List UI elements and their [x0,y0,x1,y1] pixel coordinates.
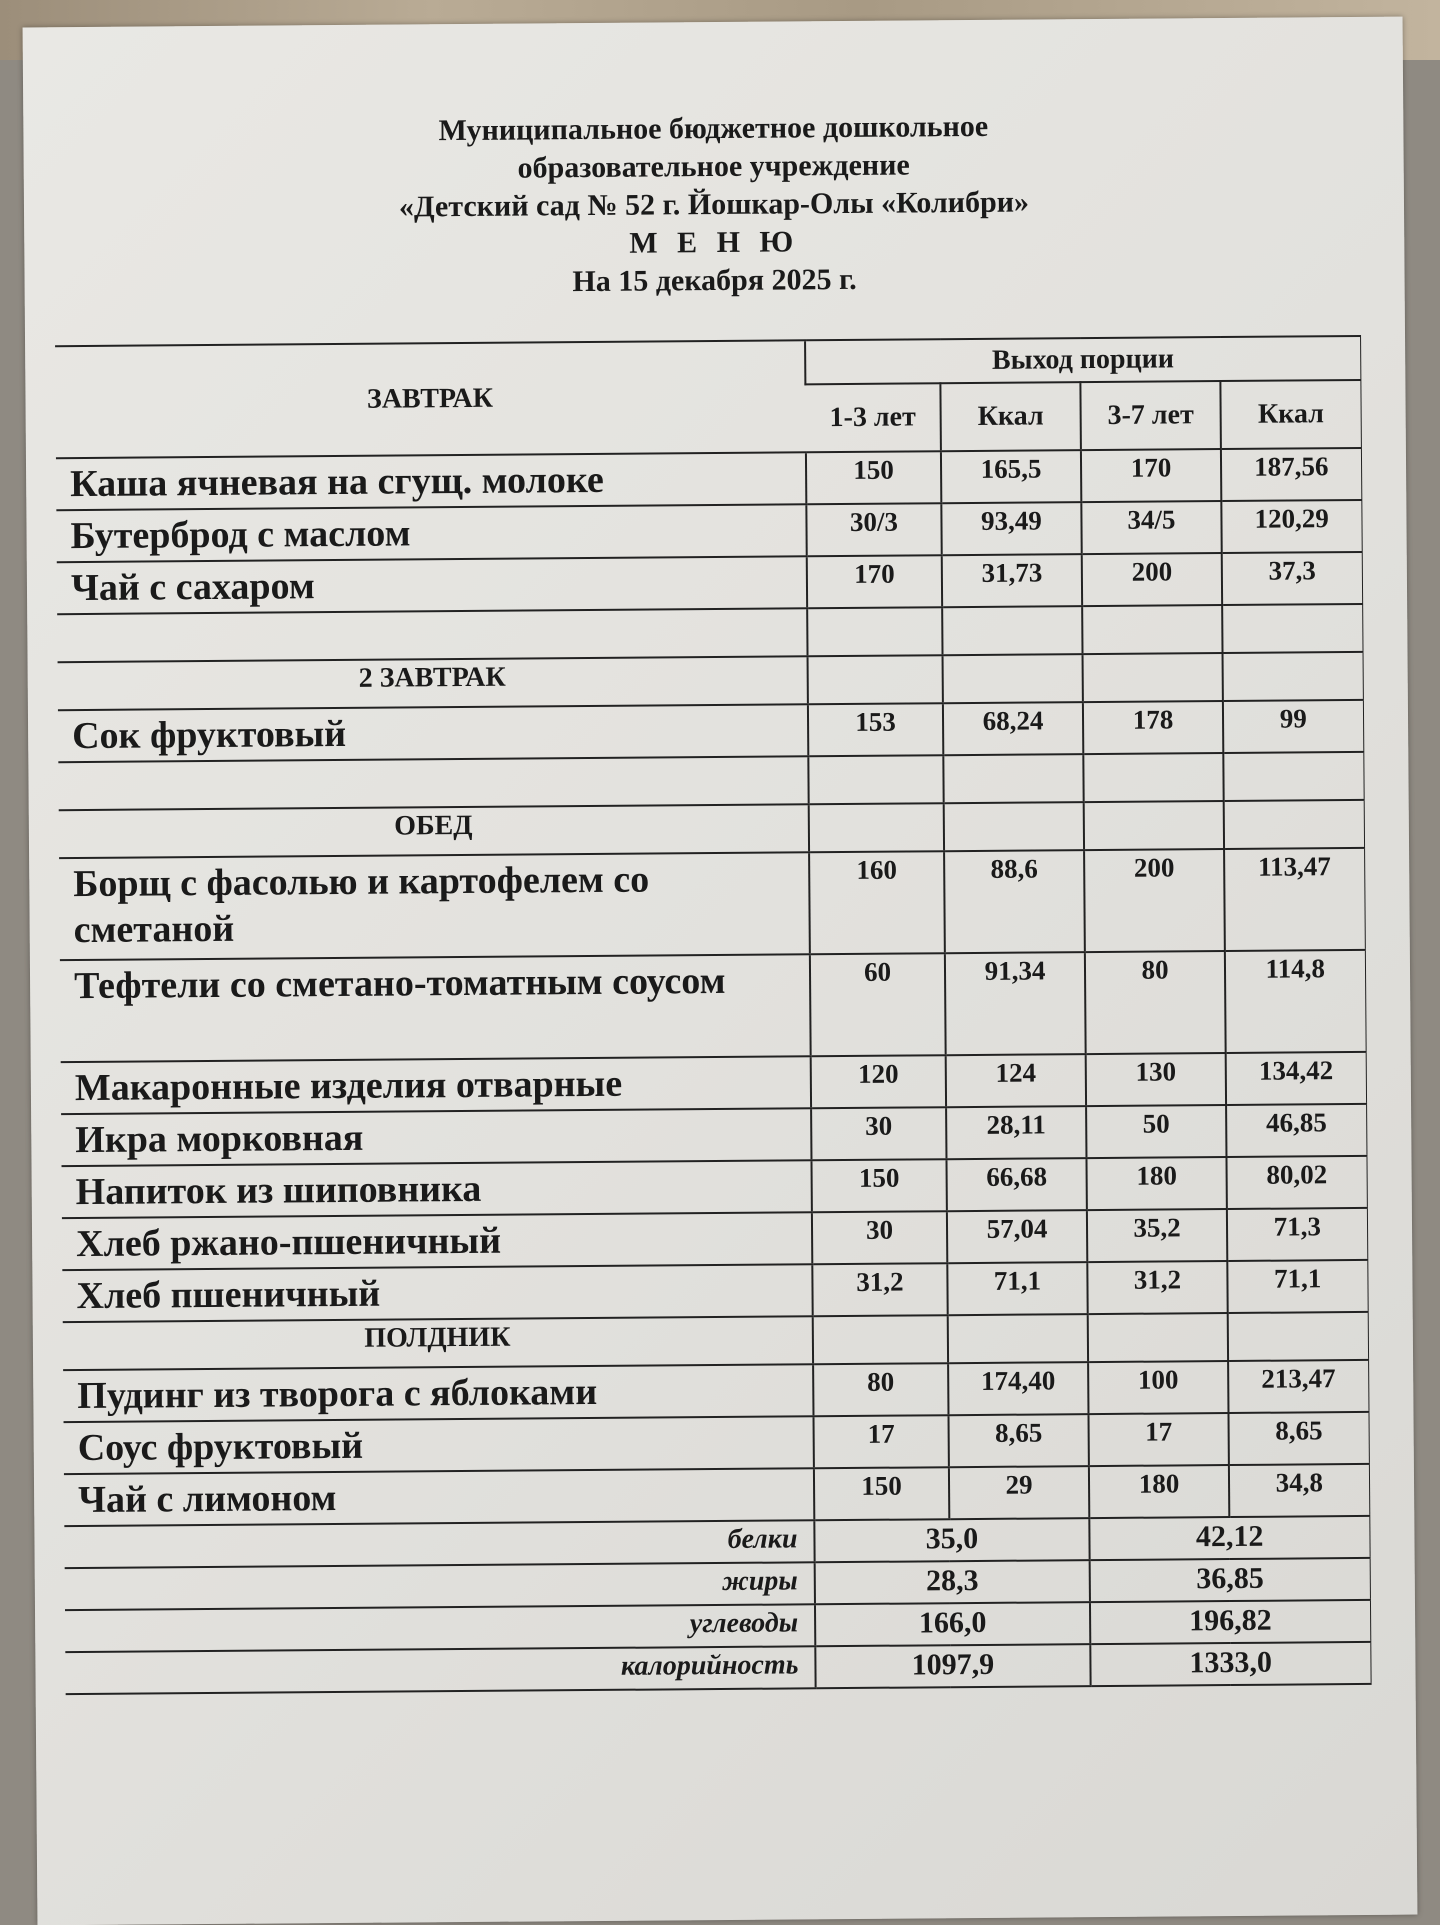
kcal-3-7: 120,29 [1221,500,1361,553]
totals-label: белки [64,1520,814,1568]
portion-1-3: 153 [808,703,943,756]
portion-1-3: 17 [814,1415,949,1468]
empty-cell [1082,605,1222,654]
portion-3-7: 180 [1086,1157,1226,1210]
portion-3-7: 17 [1088,1413,1228,1466]
kcal-3-7: 114,8 [1225,950,1366,1053]
portion-3-7: 35,2 [1087,1209,1227,1262]
kcal-1-3: 66,68 [946,1158,1086,1211]
kcal-1-3: 88,6 [944,850,1085,953]
kcal-3-7: 113,47 [1224,848,1365,951]
portion-1-3: 170 [807,555,942,608]
dish-name: Макаронные изделия отварные [61,1056,811,1114]
portion-1-3: 31,2 [812,1263,947,1316]
institution-line-1: Муниципальное бюджетное дошкольное [438,109,989,148]
portion-1-3: 150 [811,1159,946,1212]
portion-1-3: 150 [814,1467,949,1520]
empty-cell [948,1314,1088,1363]
kcal-1-3: 68,24 [943,702,1083,755]
kcal-1-3: 28,11 [946,1106,1086,1159]
empty-cell [1223,652,1363,701]
empty-cell [57,608,807,662]
col-kcal-1: Ккал [940,382,1081,451]
portion-3-7: 31,2 [1087,1261,1227,1314]
totals-value-1-3: 28,3 [815,1560,1090,1604]
totals-row [65,1642,1370,1694]
dish-name: Чай с сахаром [57,556,807,614]
portion-3-7: 130 [1086,1053,1226,1106]
menu-title: М Е Н Ю [629,225,800,260]
kcal-3-7: 71,3 [1227,1208,1367,1261]
empty-cell [1222,604,1362,653]
empty-cell [808,655,943,704]
portion-3-7: 200 [1084,849,1225,952]
totals-label: калорийность [65,1646,815,1694]
portion-3-7: 34/5 [1081,501,1221,554]
kcal-3-7: 134,42 [1226,1052,1366,1105]
portion-1-3: 120 [811,1055,946,1108]
menu-sheet [23,17,1418,1925]
table-row [59,848,1365,960]
dish-name: Тефтели со сметано-томатным соусом [60,954,811,1062]
portion-1-3: 80 [813,1363,948,1416]
portion-3-7: 178 [1083,701,1223,754]
col-kcal-2: Ккал [1220,380,1361,449]
kcal-1-3: 29 [949,1466,1089,1519]
institution-line-2: образовательное учреждение [517,148,910,185]
col-age-3-7: 3-7 лет [1080,381,1221,450]
section-lunch: ОБЕД [59,804,809,858]
dish-name: Икра морковная [61,1108,811,1166]
kcal-1-3: 93,49 [941,502,1081,555]
empty-cell [58,756,808,810]
menu-table [55,335,1371,1695]
totals-value-1-3: 166,0 [815,1602,1090,1646]
kcal-3-7: 46,85 [1226,1104,1366,1157]
empty-cell [809,803,944,852]
portion-3-7: 180 [1089,1465,1229,1518]
kcal-3-7: 80,02 [1226,1156,1366,1209]
portion-3-7: 200 [1082,553,1222,606]
totals-label: жиры [65,1562,815,1610]
totals-label: углеводы [65,1604,815,1652]
portion-3-7: 80 [1085,951,1226,1054]
kcal-3-7: 213,47 [1228,1360,1368,1413]
portion-3-7: 170 [1081,449,1221,502]
empty-cell [1228,1312,1368,1361]
institution-line-3: «Детский сад № 52 г. Йошкар-Олы «Колибри» [398,185,1030,224]
empty-cell [1224,800,1364,849]
dish-name: Борщ с фасолью и картофелем со сметаной [59,852,810,960]
empty-cell [1084,801,1224,850]
dish-name: Хлеб пшеничный [62,1264,812,1322]
totals-value-3-7: 42,12 [1089,1516,1369,1560]
empty-cell [1083,653,1223,702]
empty-cell [944,802,1084,851]
totals-value-3-7: 36,85 [1090,1558,1370,1602]
kcal-1-3: 8,65 [948,1414,1088,1467]
portion-3-7: 100 [1088,1361,1228,1414]
empty-cell [1088,1313,1228,1362]
empty-cell [1083,753,1223,802]
menu-date: На 15 декабря 2025 г. [572,262,857,299]
section-snack: ПОЛДНИК [63,1316,813,1370]
portion-header: Выход порции [805,336,1360,384]
portion-1-3: 30/3 [806,503,941,556]
empty-cell [1223,752,1363,801]
kcal-1-3: 31,73 [942,554,1082,607]
kcal-3-7: 187,56 [1221,448,1361,501]
dish-name: Бутерброд с маслом [56,504,806,562]
kcal-3-7: 34,8 [1229,1464,1369,1517]
dish-name: Каша ячневая на сгущ. молоке [56,452,806,510]
section-breakfast: ЗАВТРАК [55,340,806,458]
empty-cell [808,755,943,804]
dish-name: Чай с лимоном [64,1468,814,1526]
table-row [60,950,1366,1062]
empty-cell [813,1315,948,1364]
portion-1-3: 30 [812,1211,947,1264]
totals-value-1-3: 1097,9 [815,1644,1090,1688]
portion-3-7: 50 [1086,1105,1226,1158]
dish-name: Сок фруктовый [58,704,808,762]
kcal-3-7: 99 [1223,700,1363,753]
totals-value-3-7: 1333,0 [1090,1642,1370,1686]
kcal-3-7: 71,1 [1227,1260,1367,1313]
portion-1-3: 60 [810,953,946,1056]
dish-name: Соус фруктовый [64,1416,814,1474]
portion-1-3: 150 [806,451,941,504]
kcal-1-3: 91,34 [945,952,1086,1055]
kcal-1-3: 165,5 [941,450,1081,503]
section-breakfast-2: 2 ЗАВТРАК [58,656,808,710]
portion-1-3: 30 [811,1107,946,1160]
totals-value-3-7: 196,82 [1090,1600,1370,1644]
col-age-1-3: 1-3 лет [805,383,941,452]
dish-name: Напиток из шиповника [62,1160,812,1218]
kcal-3-7: 8,65 [1228,1412,1368,1465]
empty-cell [942,606,1082,655]
dish-name: Хлеб ржано-пшеничный [62,1212,812,1270]
portion-1-3: 160 [809,851,945,954]
dish-name: Пудинг из творога с яблоками [63,1364,813,1422]
document-header [23,105,1404,306]
kcal-1-3: 174,40 [948,1362,1088,1415]
kcal-1-3: 71,1 [947,1262,1087,1315]
kcal-1-3: 57,04 [947,1210,1087,1263]
kcal-1-3: 124 [946,1054,1086,1107]
totals-value-1-3: 35,0 [814,1518,1089,1562]
empty-cell [807,607,942,656]
empty-cell [943,654,1083,703]
empty-cell [943,754,1083,803]
kcal-3-7: 37,3 [1222,552,1362,605]
